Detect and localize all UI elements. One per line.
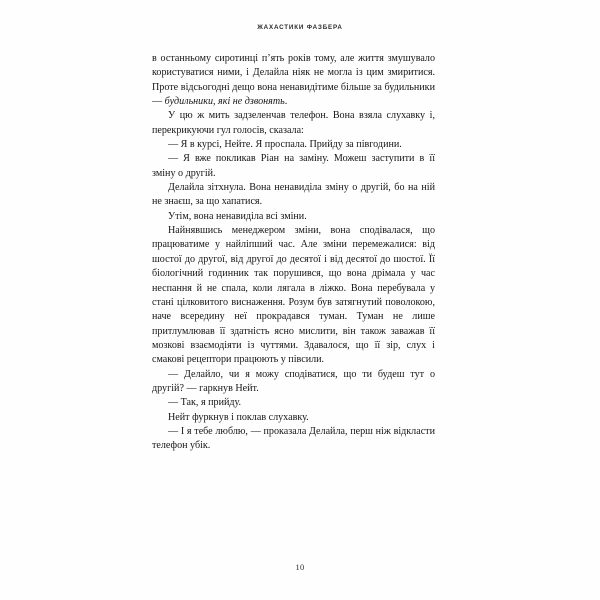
body-text: — І я тебе люблю, — проказала Делайла, перш ніж відкласти телефон убік.: [152, 425, 435, 452]
emphasis-text: будильники, які не дзвонять: [164, 96, 285, 108]
paragraph: [152, 52, 435, 109]
body-text: — Я в курсі, Нейте. Я проспала. Прийду за півгодини.: [168, 139, 402, 151]
body-text: — Я вже покликав Ріан на заміну. Можеш заступити в її зміну о другій.: [152, 153, 435, 179]
running-head: ЖАХАСТИКИ ФАЗБЕРА: [257, 24, 343, 31]
paragraph: [152, 425, 435, 454]
paragraph: [152, 411, 435, 425]
body-text: — Так, я прийду.: [168, 397, 242, 409]
body-text: Утім, вона ненавиділа всі зміни.: [168, 210, 307, 222]
paragraph: [152, 109, 435, 138]
paragraph: [152, 210, 435, 224]
body-text-column: [152, 52, 435, 454]
body-text: Нейт фуркнув і поклав слухавку.: [168, 411, 309, 423]
page-number: 10: [295, 563, 305, 572]
body-text: — Делайло, чи я можу сподіватися, що ти будеш тут о другій? — гаркнув Нейт.: [152, 368, 435, 394]
page-edge-left: [0, 0, 1, 600]
body-text: У цю ж мить задзеленчав телефон. Вона взяла слухавку і, перекрикуючи гул голосів, сказала:: [152, 110, 435, 136]
paragraph: [152, 396, 435, 410]
paragraph: [152, 181, 435, 210]
body-text: .: [284, 96, 288, 108]
paragraph: [152, 138, 435, 152]
body-text: Делайла зітхнула. Вона ненавиділа зміну о другій, бо на ній не знаєш, за що хапатися.: [152, 182, 435, 208]
body-text: Найнявшись менеджером зміни, вона сподівалася, що працюватиме у найліпший час. Але зміни перемежалися: від шостої до другої, від другої до десятої і від десятої до шостої. Її біологічний годинник так порушився, що вона дрімала у час неспання й не спала, коли лягала в ліжко. Вона перебувала у стані цілковитого виснаження. Розум був затягнутий поволокою, наче всередину неї прокрадався туман. Туман не лише притлумлював її здатність ясно мислити, він також заважав її мозкові взаємодіяти із чуттями. Здавалося, що її зір, слух і смакові рецептори працюють у півсили.: [152, 225, 435, 366]
paragraph: [152, 368, 435, 397]
body-text: в останньому сиротинці п’ять років тому, але життя змушувало користуватися ними, і Делайла ніяк не могла із цим змиритися. Проте відсьогодні дещо вона ненавидітиме більше за будильники —: [152, 53, 435, 108]
paragraph: [152, 224, 435, 367]
paragraph: [152, 152, 435, 181]
